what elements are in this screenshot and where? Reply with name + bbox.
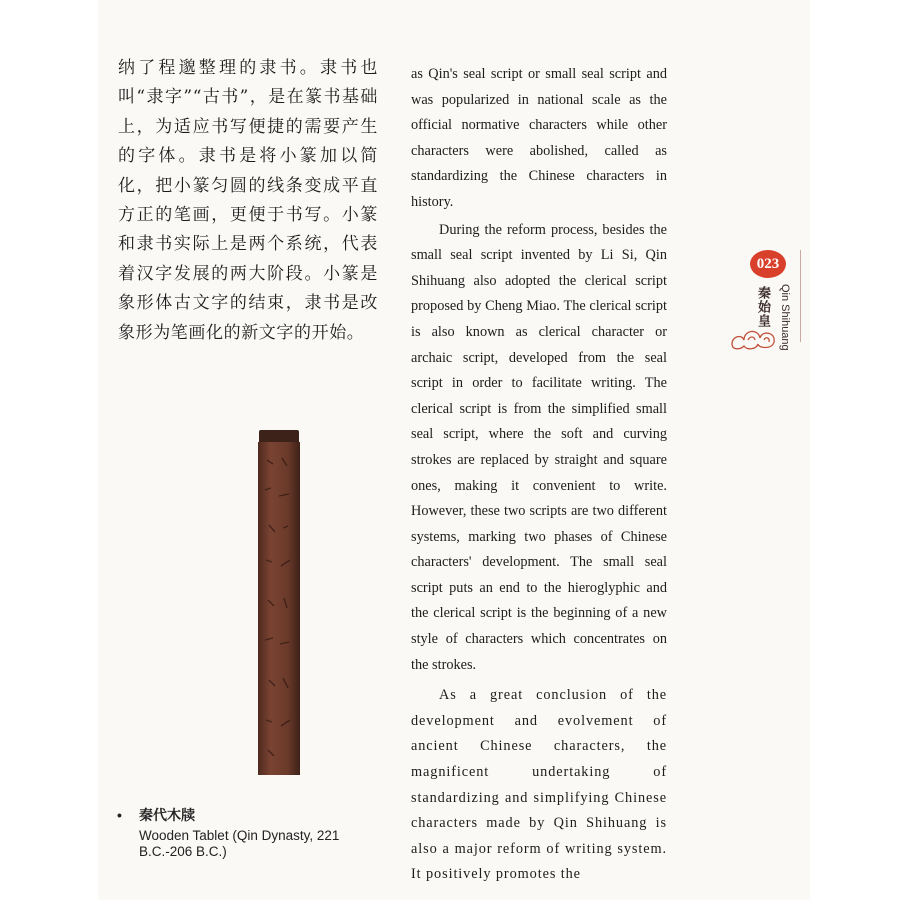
side-chinese-title: 秦始皇 (755, 286, 770, 328)
english-paragraph-3: As a great conclusion of the development and evolvement of ancient Chinese characters, the magnificent undertaking of standardizing and simplifying Chinese characters made by Qin Shihuang is also a major reform of writing system. It positively promotes the (411, 687, 667, 883)
wooden-tablet-image (257, 430, 301, 775)
chinese-text-column (118, 54, 378, 348)
caption-chinese: 秦代木牍 (139, 807, 195, 823)
chinese-paragraph: 纳了程邈整理的隶书。隶书也叫“隶字”“古书”，是在篆书基础上，为适应书写便捷的需要产生的字体。隶书是将小篆加以简化，把小篆匀圆的线条变成平直方正的笔画，更便于书写。小篆和隶书实际上是两个系统，代表着汉字发展的两大阶段。小篆是象形体古文字的结束，隶书是改象形为笔画化的新文字的开始。 (118, 58, 378, 343)
side-english-title: Qin Shihuang (779, 284, 791, 351)
caption-bullet: • (117, 807, 122, 823)
english-paragraph-2: During the reform process, besides the small seal script invented by Li Si, Qin Shihuang also adopted the clerical script proposed by Cheng Miao. The clerical script is also known as clerical character or archaic script, developed from the seal script in order to facilitate writing. The clerical script is from the simplified small seal script, where the soft and curving strokes are replaced by straight and square ones, making it convenient to write. However, these two scripts are two different systems, marking two phases of Chinese characters' development. The small seal script puts an end to the hieroglyphic and the clerical script is the beginning of a new style of characters which concentrates on the strokes. (411, 221, 667, 673)
english-text-column (411, 62, 667, 888)
english-paragraph-1: as Qin's seal script or small seal script and was popularized in national scale as the official normative characters while other characters were abolished, called as standardizing the Chinese characters in history. (411, 66, 667, 210)
side-divider (800, 250, 801, 342)
caption-english: Wooden Tablet (Qin Dynasty, 221 B.C.-206 B.C.) (139, 828, 340, 859)
auspicious-cloud-icon (728, 320, 780, 352)
side-page-marker (750, 250, 800, 360)
figure-caption (117, 805, 387, 860)
page-number-badge: 023 (750, 250, 786, 278)
